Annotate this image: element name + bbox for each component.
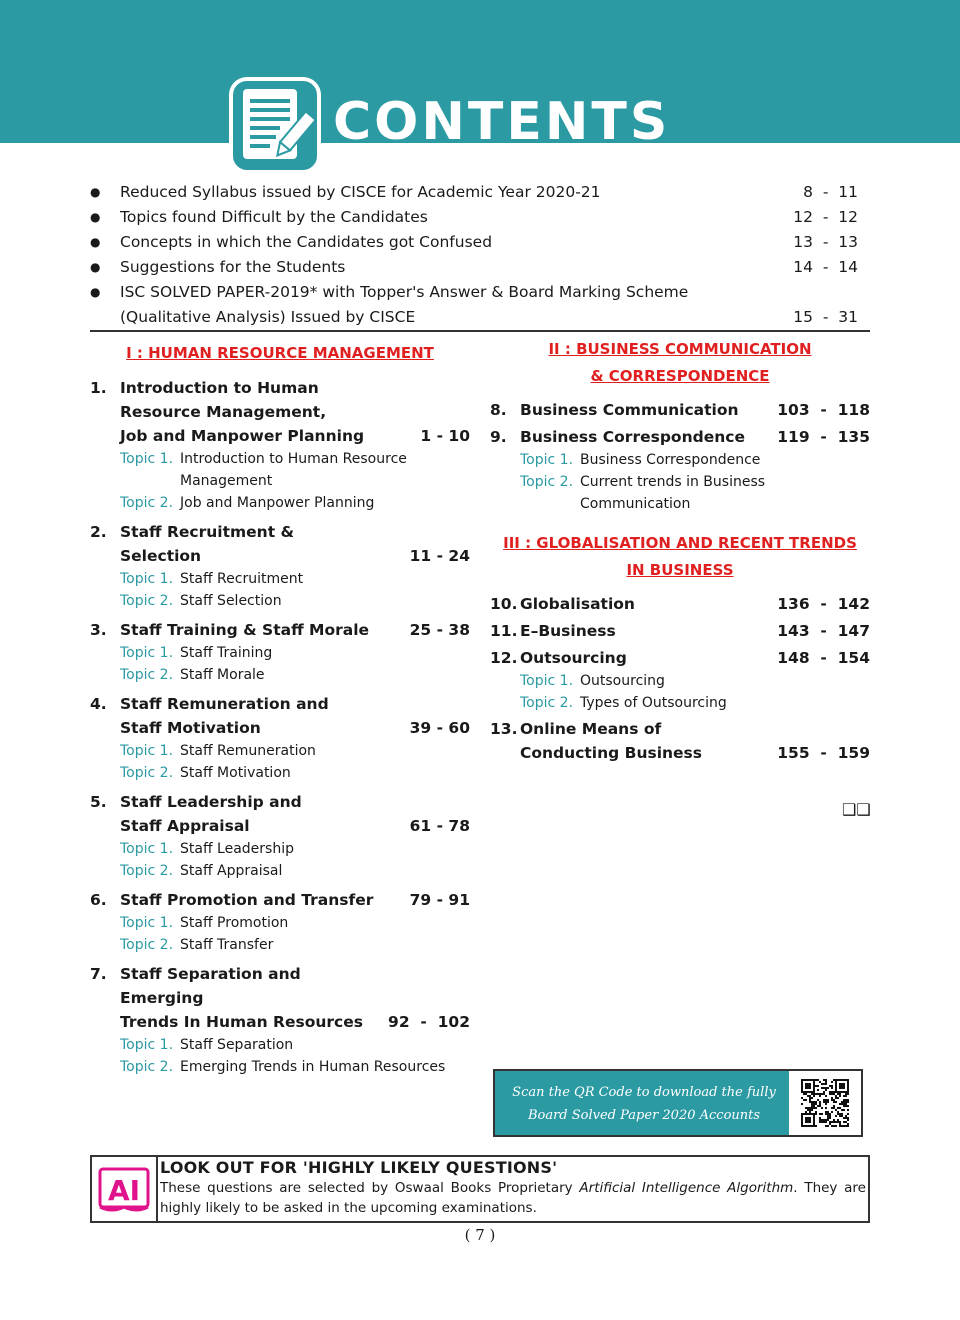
intro-item[interactable] — [90, 230, 870, 255]
intro-item-pages: 14 - 14 — [793, 258, 858, 276]
topic-label: Topic 1. — [120, 645, 174, 661]
chapter-number: 1. — [90, 379, 107, 397]
section-heading-line: II : BUSINESS COMMUNICATION — [548, 340, 812, 358]
chapter-heading — [490, 592, 870, 616]
chapter-pages: 1 - 10 — [420, 427, 470, 445]
topic-item[interactable] — [120, 740, 470, 762]
chapter-heading — [90, 692, 470, 740]
topic-item[interactable] — [120, 664, 470, 686]
chapter-heading — [90, 520, 470, 568]
topic-label: Topic 2. — [120, 593, 174, 609]
chapter-title-line: Online Means of — [520, 720, 662, 738]
topic-item[interactable] — [520, 692, 870, 714]
topic-label: Topic 1. — [120, 915, 174, 931]
chapter-pages: 61 - 78 — [409, 817, 470, 835]
chapter-entry[interactable] — [490, 592, 870, 616]
chapter-entry[interactable] — [490, 619, 870, 643]
topic-item[interactable] — [120, 448, 470, 492]
page-title: CONTENTS — [333, 92, 671, 152]
chapter-title — [120, 520, 380, 568]
section-heading-line: III : GLOBALISATION AND RECENT TRENDS — [503, 534, 857, 552]
chapter-title-line: Conducting Business — [520, 744, 703, 762]
chapter-title-line: Staff Training & Staff Morale — [120, 621, 370, 639]
topic-text: Staff Selection — [180, 593, 282, 609]
intro-item-pages: 15 - 31 — [793, 308, 858, 326]
chapter-number: 13. — [490, 720, 518, 738]
chapter-title — [520, 398, 780, 422]
ai-body-text: These questions are selected by Oswaal Books Proprietary — [160, 1180, 580, 1196]
topic-text: Business Correspondence — [580, 452, 761, 468]
chapter-title-line: Staff Separation and Emerging — [120, 965, 301, 1007]
chapter-entry[interactable] — [490, 425, 870, 515]
chapter-entry[interactable] — [90, 692, 470, 784]
chapter-title-line: Trends In Human Resources — [120, 1013, 363, 1031]
topic-label: Topic 2. — [520, 474, 574, 490]
chapter-title-line: Business Correspondence — [520, 428, 745, 446]
topic-text: Staff Transfer — [180, 937, 274, 953]
topic-label: Topic 2. — [120, 1059, 174, 1075]
chapter-entry[interactable] — [90, 376, 470, 514]
chapter-number: 7. — [90, 965, 107, 983]
topic-text: Staff Remuneration — [180, 743, 316, 759]
chapter-pages: 148 - 154 — [777, 649, 870, 667]
ai-book-icon — [92, 1157, 158, 1221]
topic-item[interactable] — [120, 912, 470, 934]
bullet-icon: ● — [90, 260, 101, 274]
chapter-number: 9. — [490, 428, 507, 446]
ai-body-emphasis: Artificial Intelligence Algorithm — [579, 1180, 794, 1196]
topic-text: Staff Training — [180, 645, 273, 661]
chapter-heading — [490, 646, 870, 670]
topic-item[interactable] — [520, 670, 870, 692]
topic-item[interactable] — [520, 471, 870, 515]
chapter-entry[interactable] — [90, 618, 470, 686]
chapter-number: 10. — [490, 595, 518, 613]
chapter-title — [120, 618, 380, 642]
qr-banner — [493, 1069, 863, 1137]
chapter-pages: 143 - 147 — [777, 622, 870, 640]
topic-label: Topic 1. — [120, 1037, 174, 1053]
page-number: ( 7 ) — [464, 1226, 496, 1244]
bullet-icon: ● — [90, 285, 101, 299]
ai-notice-body — [160, 1178, 866, 1218]
topic-text: Staff Recruitment — [180, 571, 304, 587]
intro-list — [90, 180, 870, 330]
ai-notice-box — [90, 1155, 870, 1223]
chapter-title-line: Staff Promotion and Transfer — [120, 891, 374, 909]
document-edit-icon — [229, 77, 321, 174]
section-heading-business-communication — [490, 336, 870, 390]
chapter-title-line: Globalisation — [520, 595, 635, 613]
topic-label: Topic 2. — [520, 695, 574, 711]
chapter-number: 8. — [490, 401, 507, 419]
qr-code-icon[interactable] — [789, 1071, 861, 1135]
intro-item-pages: 8 - 11 — [803, 183, 858, 201]
chapter-title-line: Staff Motivation — [120, 719, 261, 737]
topic-label: Topic 2. — [120, 937, 174, 953]
topic-item[interactable] — [120, 1034, 470, 1056]
intro-item-pages: 13 - 13 — [793, 233, 858, 251]
intro-item-text: Reduced Syllabus issued by CISCE for Academic Year 2020-21 — [120, 183, 601, 201]
chapter-title-line: E–Business — [520, 622, 616, 640]
chapter-number: 11. — [490, 622, 518, 640]
topic-label: Topic 2. — [120, 863, 174, 879]
chapter-title — [120, 962, 380, 1034]
intro-item-text: Concepts in which the Candidates got Confused — [120, 233, 493, 251]
chapter-pages: 25 - 38 — [409, 621, 470, 639]
topic-item[interactable] — [120, 642, 470, 664]
chapter-pages: 92 - 102 — [388, 1013, 470, 1031]
chapter-heading — [490, 398, 870, 422]
chapter-title — [120, 888, 380, 912]
chapter-title — [520, 425, 780, 449]
section-heading-line: IN BUSINESS — [626, 561, 734, 579]
chapter-pages: 155 - 159 — [777, 744, 870, 762]
chapter-heading — [90, 376, 470, 448]
intro-item-text: ISC SOLVED PAPER-2019* with Topper's Answer & Board Marking Scheme (Qualitative Analysis) Issued by CISCE — [120, 283, 689, 326]
chapter-heading — [90, 790, 470, 838]
chapter-pages: 136 - 142 — [777, 595, 870, 613]
topic-label: Topic 1. — [120, 743, 174, 759]
section-heading-hrm: I : HUMAN RESOURCE MANAGEMENT — [126, 344, 434, 362]
right-column-communication — [490, 398, 870, 518]
section-heading-line: & CORRESPONDENCE — [590, 367, 770, 385]
topic-item[interactable] — [120, 492, 470, 514]
topic-text: Staff Promotion — [180, 915, 289, 931]
chapter-title-line: Outsourcing — [520, 649, 627, 667]
topic-label: Topic 1. — [120, 571, 174, 587]
topic-text: Emerging Trends in Human Resources — [180, 1059, 446, 1075]
chapter-heading — [90, 618, 470, 642]
chapter-title-line: Staff Appraisal — [120, 817, 250, 835]
chapter-title — [120, 376, 380, 448]
intro-item[interactable] — [90, 205, 870, 230]
topic-label: Topic 2. — [120, 495, 174, 511]
bullet-icon: ● — [90, 210, 101, 224]
chapter-pages: 103 - 118 — [777, 401, 870, 419]
chapter-title-line: Staff Remuneration and — [120, 695, 329, 713]
topic-item[interactable] — [120, 1056, 470, 1078]
right-column-globalisation — [490, 592, 870, 768]
topic-item[interactable] — [120, 838, 470, 860]
chapter-number: 3. — [90, 621, 107, 639]
chapter-entry[interactable] — [90, 520, 470, 612]
chapter-number: 4. — [90, 695, 107, 713]
intro-item[interactable] — [90, 255, 870, 280]
intro-item[interactable] — [90, 180, 870, 205]
chapter-entry[interactable] — [90, 790, 470, 882]
ai-body-text: . They are highly likely to be asked in the upcoming examinations. — [160, 1180, 866, 1216]
chapter-pages: 39 - 60 — [409, 719, 470, 737]
chapter-pages: 119 - 135 — [777, 428, 870, 446]
chapter-pages: 79 - 91 — [409, 891, 470, 909]
topic-item[interactable] — [120, 934, 470, 956]
chapter-number: 5. — [90, 793, 107, 811]
topic-label: Topic 1. — [120, 451, 174, 467]
chapter-heading — [90, 962, 470, 1034]
topic-text: Staff Separation — [180, 1037, 294, 1053]
topic-item[interactable] — [120, 860, 470, 882]
section-heading-globalisation — [490, 530, 870, 584]
bullet-icon: ● — [90, 235, 101, 249]
end-mark: ❑❑ — [842, 800, 871, 819]
chapter-title-line: Staff Recruitment & Selection — [120, 523, 295, 565]
chapter-title-line: Business Communication — [520, 401, 739, 419]
chapter-heading — [90, 888, 470, 912]
topic-text: Job and Manpower Planning — [180, 495, 375, 511]
chapter-entry[interactable] — [490, 398, 870, 422]
topic-item[interactable] — [120, 762, 470, 784]
chapter-number: 12. — [490, 649, 518, 667]
chapter-title-line: Resource Management, — [120, 403, 327, 421]
chapter-title — [120, 790, 380, 838]
chapter-heading — [490, 425, 870, 449]
intro-item-text: Topics found Difficult by the Candidates — [120, 208, 428, 226]
topic-label: Topic 1. — [520, 452, 574, 468]
chapter-title — [120, 692, 380, 740]
chapter-title-line: Staff Leadership and — [120, 793, 302, 811]
chapter-number: 2. — [90, 523, 107, 541]
topic-text: Current trends in Business Communication — [580, 474, 766, 512]
topic-label: Topic 2. — [120, 667, 174, 683]
ai-notice-title: LOOK OUT FOR 'HIGHLY LIKELY QUESTIONS' — [160, 1158, 558, 1177]
chapter-entry[interactable] — [490, 646, 870, 714]
chapter-title — [520, 592, 780, 616]
chapter-heading — [490, 619, 870, 643]
chapter-title — [520, 646, 780, 670]
chapter-heading — [490, 717, 870, 765]
chapter-entry[interactable] — [490, 717, 870, 765]
topic-label: Topic 1. — [520, 673, 574, 689]
chapter-entry[interactable] — [90, 962, 470, 1078]
topic-text: Introduction to Human Resource Management — [180, 451, 407, 489]
topic-item[interactable] — [120, 590, 470, 612]
chapter-title-line: Job and Manpower Planning — [120, 427, 365, 445]
bullet-icon: ● — [90, 185, 101, 199]
qr-caption: Scan the QR Code to download the fully Board Solved Paper 2020 Accounts — [512, 1085, 776, 1123]
chapter-entry[interactable] — [90, 888, 470, 956]
topic-text: Staff Motivation — [180, 765, 291, 781]
intro-item-pages: 12 - 12 — [793, 208, 858, 226]
intro-item-text: Suggestions for the Students — [120, 258, 346, 276]
chapter-pages: 11 - 24 — [409, 547, 470, 565]
topic-text: Staff Leadership — [180, 841, 294, 857]
chapter-number: 6. — [90, 891, 107, 909]
topic-label: Topic 2. — [120, 765, 174, 781]
topic-text: Staff Morale — [180, 667, 265, 683]
chapter-title — [520, 619, 780, 643]
intro-item[interactable] — [90, 280, 870, 330]
topic-text: Staff Appraisal — [180, 863, 283, 879]
chapter-title — [520, 717, 780, 765]
chapter-title-line: Introduction to Human — [120, 379, 319, 397]
left-column — [90, 376, 470, 1084]
topic-item[interactable] — [120, 568, 470, 590]
topic-item[interactable] — [520, 449, 870, 471]
divider — [90, 330, 870, 332]
topic-label: Topic 1. — [120, 841, 174, 857]
topic-text: Types of Outsourcing — [580, 695, 727, 711]
topic-text: Outsourcing — [580, 673, 665, 689]
ai-logo-text: AI — [107, 1174, 141, 1207]
